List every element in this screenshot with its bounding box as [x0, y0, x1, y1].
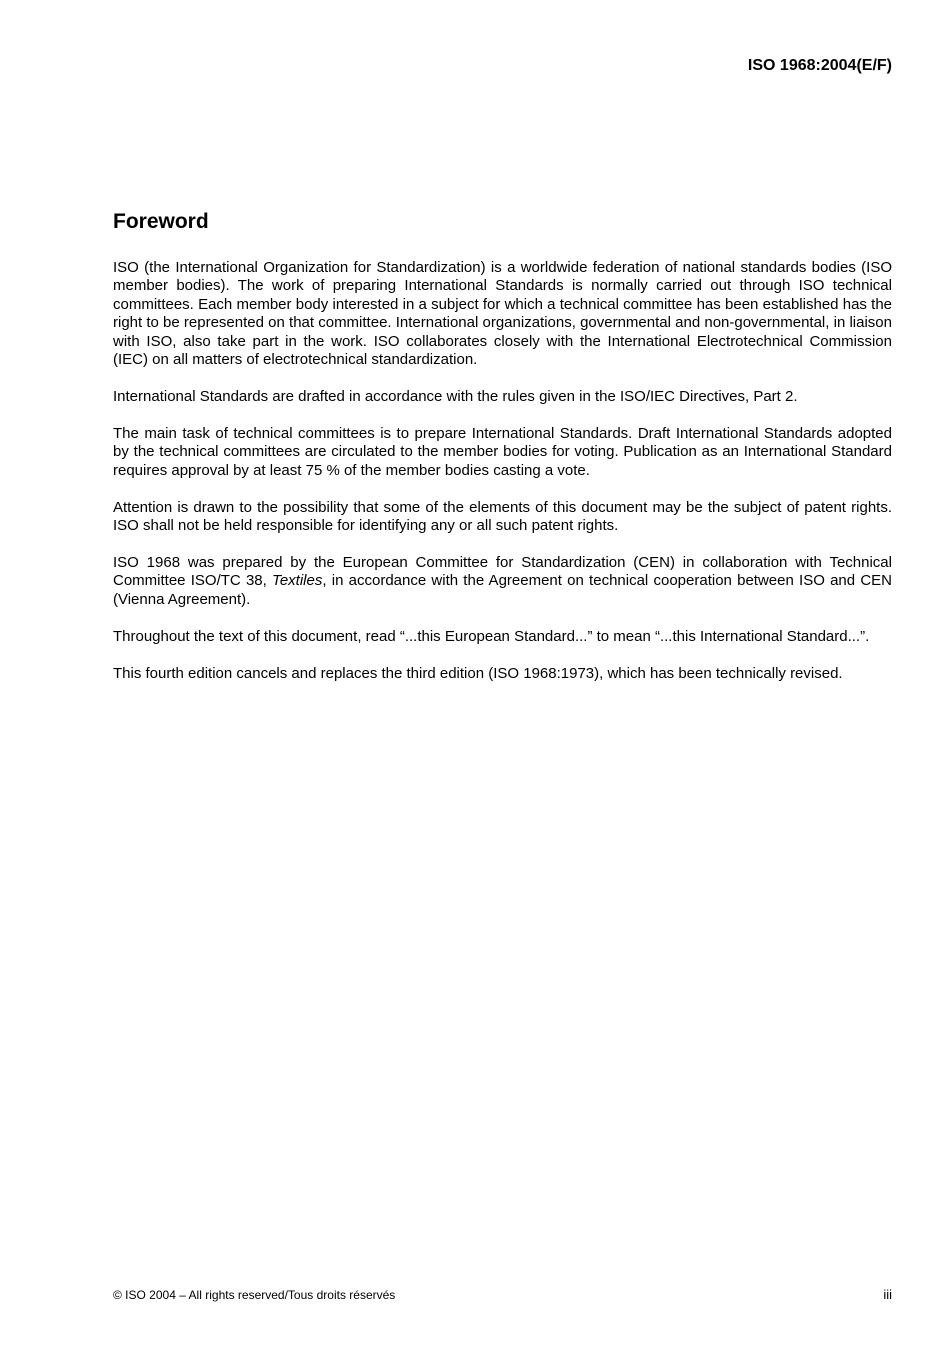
preparation-textiles-emphasis: Textiles — [272, 572, 323, 590]
document-id: ISO 1968:2004(E/F) — [747, 57, 892, 74]
paragraph-committee-task: The main task of technical committees is to prepare International Standards. Draft International Standards adopted by the technical committees are circulated to the member bodies for voting. Publication as an International Standard requires approval by at least 75 % of the member bodies casting a vote. — [113, 424, 892, 479]
preparation-text-before: ISO 1968 was prepared by the European Committee for Standardization (CEN) in collaboration with Technical Committee ISO/TC 38, — [113, 553, 892, 590]
foreword-body — [113, 259, 892, 683]
section-title: Foreword — [113, 210, 209, 233]
paragraph-preparation — [113, 554, 892, 609]
paragraph-drafting-rules: International Standards are drafted in accordance with the rules given in the ISO/IEC Directives, Part 2. — [113, 387, 798, 405]
preparation-text-after: , in accordance with the Agreement on technical cooperation between ISO and CEN (Vienna Agreement). — [113, 572, 893, 608]
paragraph-iso-overview: ISO (the International Organization for Standardization) is a worldwide federation of national standards bodies (ISO member bodies). The work of preparing International Standards is normally carried out through ISO technical committees. Each member body interested in a subject for which a technical committee has been established has the right to be represented on that committee. International organizations, governmental and non-governmental, in liaison with ISO, also take part in the work. ISO collaborates closely with the International Electrotechnical Commission (IEC) on all matters of electrotechnical standardization. — [113, 259, 892, 369]
paragraph-patent-rights: Attention is drawn to the possibility that some of the elements of this document may be the subject of patent rights. ISO shall not be held responsible for identifying any or all such patent rights. — [113, 498, 892, 534]
paragraph-reading-note: Throughout the text of this document, read “...this European Standard...” to mean “...this International Standard...”. — [113, 627, 870, 645]
paragraph-edition-note: This fourth edition cancels and replaces the third edition (ISO 1968:1973), which has been technically revised. — [113, 664, 843, 682]
copyright-notice: © ISO 2004 – All rights reserved/Tous droits réservés — [113, 1288, 396, 1302]
page-number: iii — [883, 1287, 892, 1302]
